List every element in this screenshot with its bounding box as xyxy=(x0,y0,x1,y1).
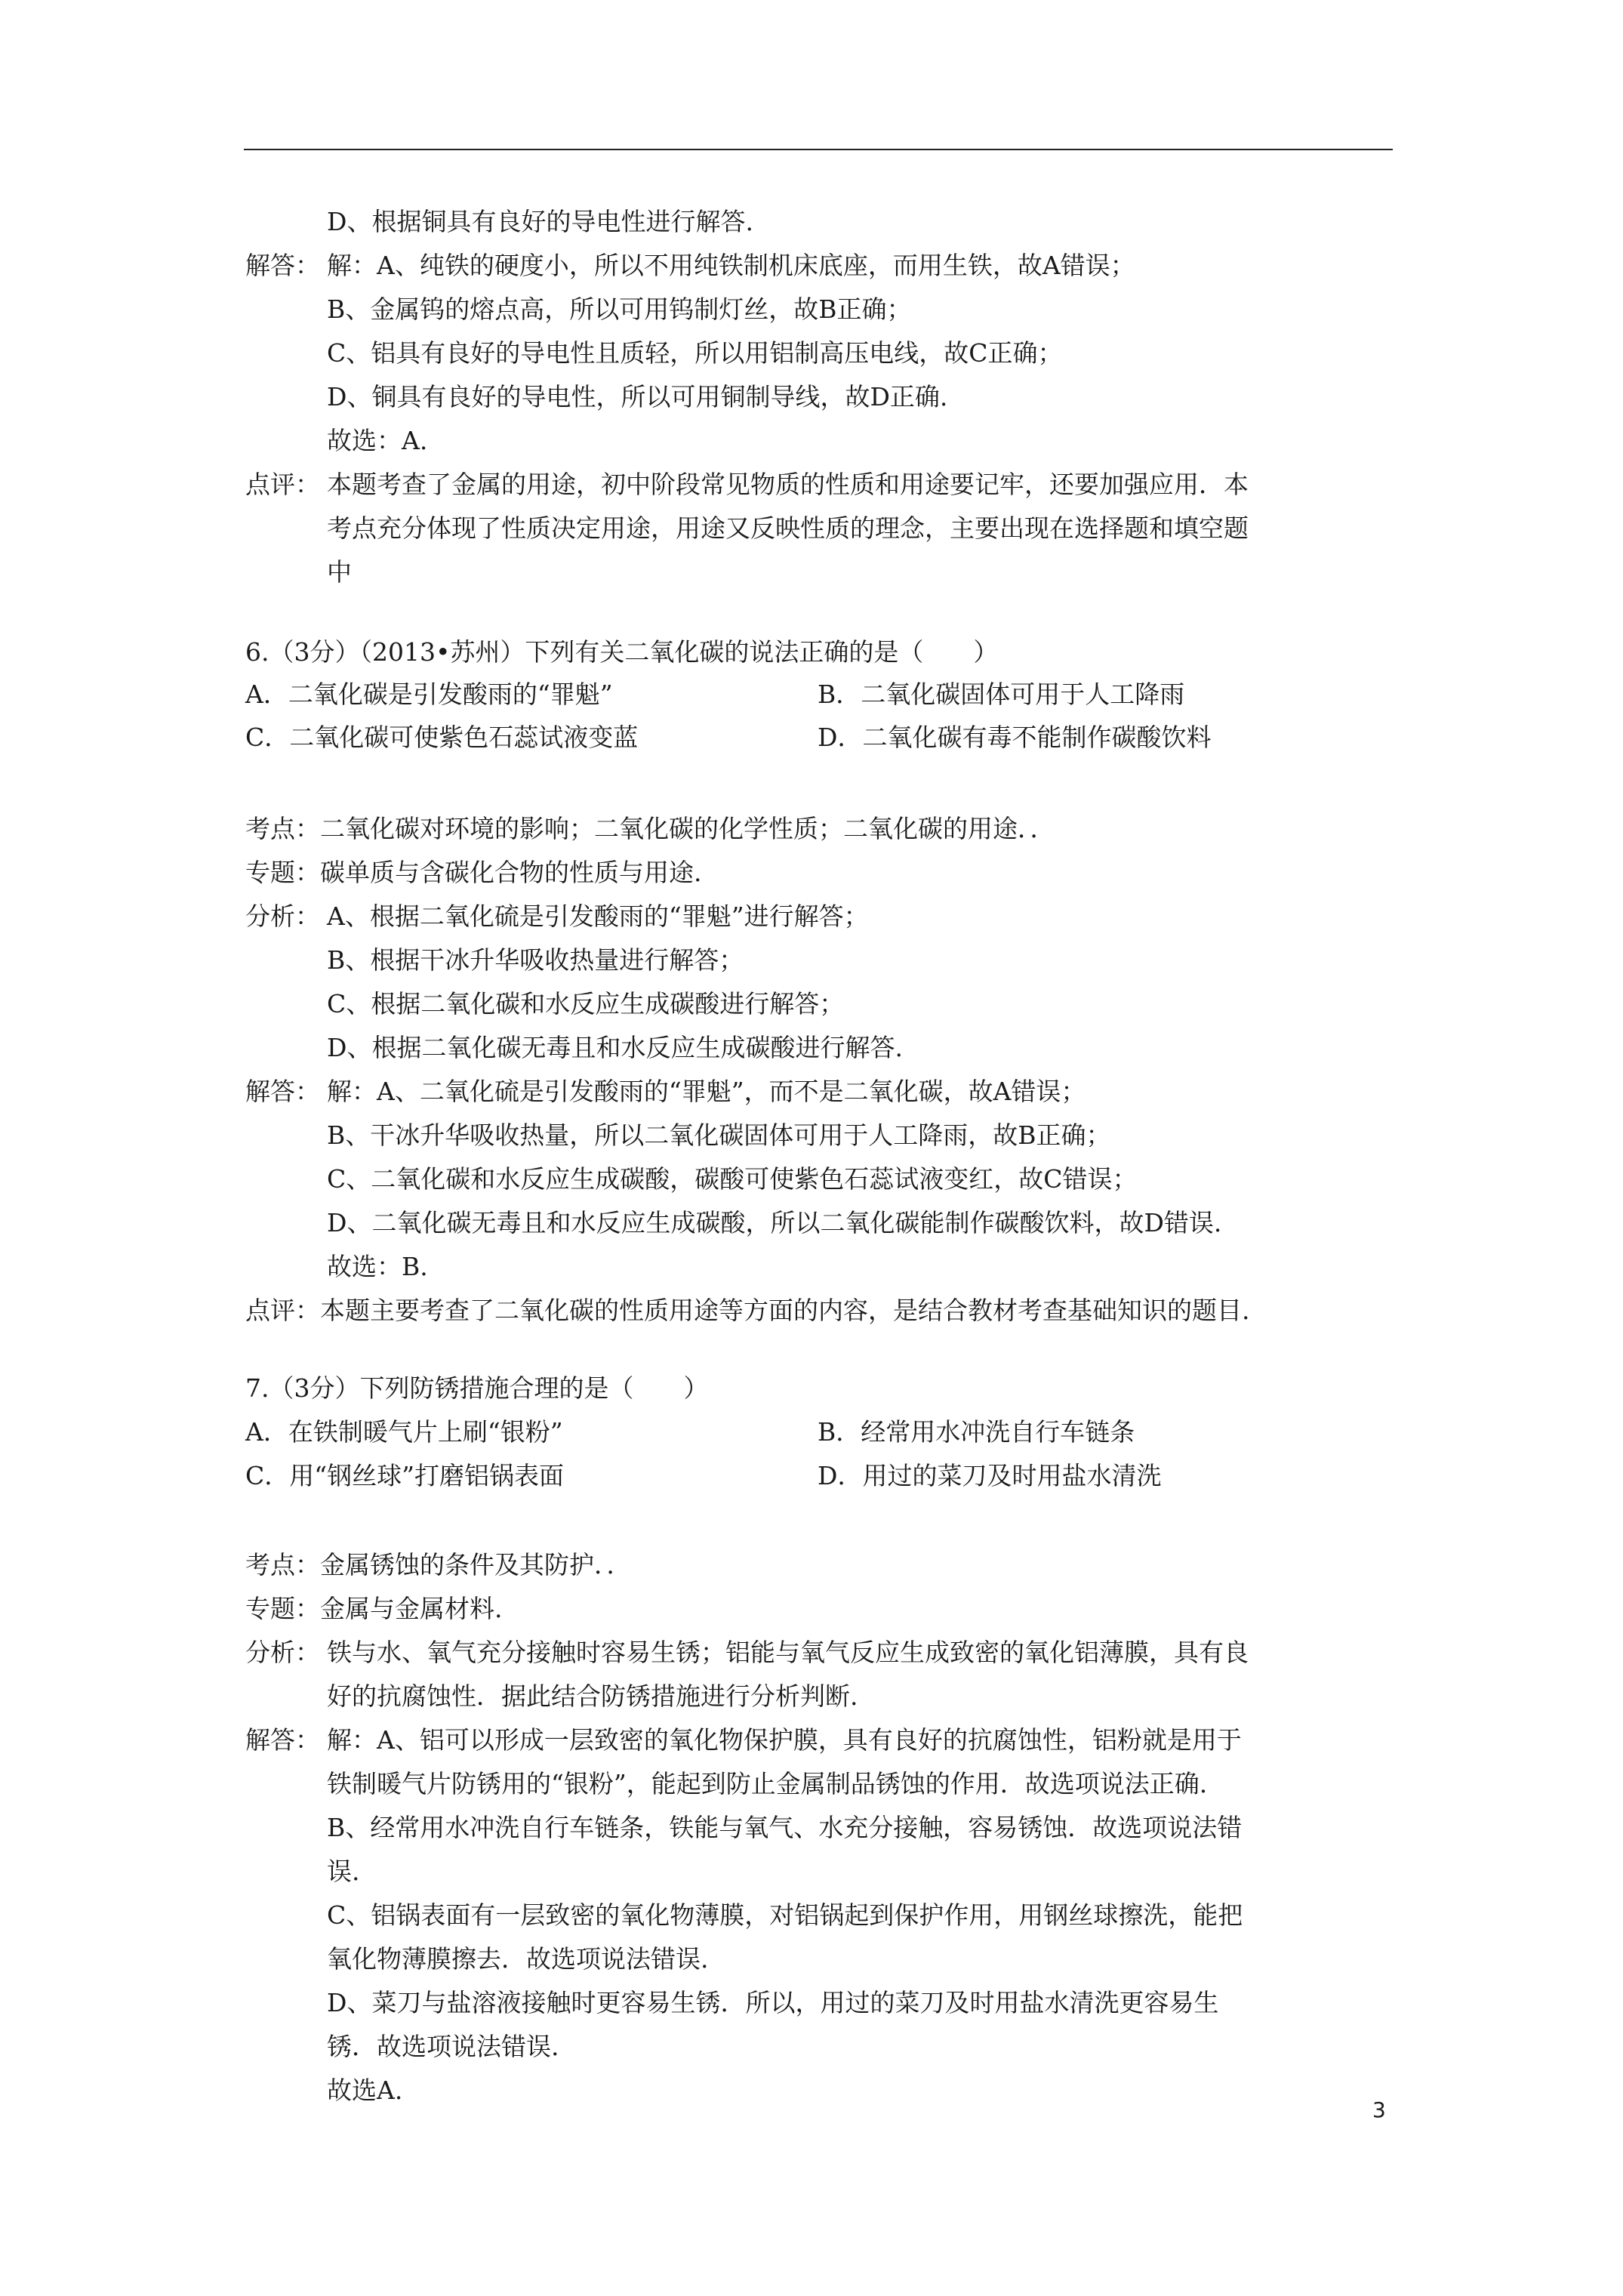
q6-answer-line: B、干冰升华吸收热量，所以二氧化碳固体可用于人工降雨，故B正确； xyxy=(327,1120,1111,1150)
q6-answer-line: D、二氧化碳无毒且和水反应生成碳酸，所以二氧化碳能制作碳酸饮料，故D错误. xyxy=(327,1208,1222,1237)
q6-option-c: C．二氧化碳可使紫色石蕊试液变蓝 xyxy=(245,723,639,752)
q7-option-b: B．经常用水冲洗自行车链条 xyxy=(818,1417,1135,1447)
q6-analysis-line: C、根据二氧化碳和水反应生成碳酸进行解答； xyxy=(327,989,845,1019)
q5-answer-line: 故选：A. xyxy=(327,426,428,455)
q5-answer-line: 解：A、纯铁的硬度小，所以不用纯铁制机床底座，而用生铁，故A错误； xyxy=(327,251,1135,280)
q7-answer-line: 误. xyxy=(327,1857,360,1886)
q7-answer-line: 氧化物薄膜擦去．故选项说法错误. xyxy=(327,1944,709,1974)
q6-comment: 点评：本题主要考查了二氧化碳的性质用途等方面的内容，是结合教材考查基础知识的题目. xyxy=(245,1296,1250,1325)
q7-option-a: A．在铁制暖气片上刷“银粉” xyxy=(245,1417,563,1447)
q7-answer-line: C、铝锅表面有一层致密的氧化物薄膜，对铝锅起到保护作用，用钢丝球擦洗，能把 xyxy=(327,1900,1243,1930)
q5-analysis-d: D、根据铜具有良好的导电性进行解答. xyxy=(327,207,753,236)
q7-analysis-line: 好的抗腐蚀性．据此结合防锈措施进行分析判断. xyxy=(327,1681,858,1711)
q6-zhuanti: 专题：碳单质与含碳化合物的性质与用途. xyxy=(245,858,702,887)
q7-analysis-line: 铁与水、氧气充分接触时容易生锈；铝能与氧气反应生成致密的氧化铝薄膜，具有良 xyxy=(327,1638,1249,1667)
q7-answer-line: D、菜刀与盐溶液接触时更容易生锈．所以，用过的菜刀及时用盐水清洗更容易生 xyxy=(327,1988,1219,2017)
q5-answer-line: C、铝具有良好的导电性且质轻，所以用铝制高压电线，故C正确； xyxy=(327,338,1063,368)
q5-answer-line: B、金属钨的熔点高，所以可用钨制灯丝，故B正确； xyxy=(327,294,912,324)
q5-answer-line: D、铜具有良好的导电性，所以可用铜制导线，故D正确. xyxy=(327,382,948,411)
q6-answer-line: C、二氧化碳和水反应生成碳酸，碳酸可使紫色石蕊试液变红，故C错误； xyxy=(327,1164,1138,1194)
q6-stem: 6.（3分）（2013•苏州）下列有关二氧化碳的说法正确的是（ ） xyxy=(245,637,999,667)
q7-stem: 7.（3分）下列防锈措施合理的是（ ） xyxy=(245,1373,709,1403)
q6-answer-label: 解答： xyxy=(245,1077,320,1106)
q5-comment-line: 本题考查了金属的用途，初中阶段常见物质的性质和用途要记牢，还要加强应用．本 xyxy=(327,470,1249,499)
q7-answer-line: 故选A. xyxy=(327,2076,403,2105)
q7-answer-line: 解：A、铝可以形成一层致密的氧化物保护膜，具有良好的抗腐蚀性，铝粉就是用于 xyxy=(327,1725,1242,1755)
q6-analysis-line: B、根据干冰升华吸收热量进行解答； xyxy=(327,945,744,975)
q5-comment-label: 点评： xyxy=(245,470,320,499)
q6-option-b: B．二氧化碳固体可用于人工降雨 xyxy=(818,680,1185,709)
q7-zhuanti: 专题：金属与金属材料. xyxy=(245,1594,503,1623)
q5-answer-label: 解答： xyxy=(245,251,320,280)
q6-analysis-label: 分析： xyxy=(245,901,320,931)
q7-answer-line: 锈．故选项说法错误. xyxy=(327,2032,559,2061)
q6-kaodian: 考点：二氧化碳对环境的影响；二氧化碳的化学性质；二氧化碳的用途．． xyxy=(245,814,1055,843)
q6-option-d: D．二氧化碳有毒不能制作碳酸饮料 xyxy=(818,723,1212,752)
q6-answer-line: 解：A、二氧化硫是引发酸雨的“罪魁”，而不是二氧化碳，故A错误； xyxy=(327,1077,1086,1106)
q5-comment-line: 考点充分体现了性质决定用途，用途又反映性质的理念，主要出现在选择题和填空题 xyxy=(327,513,1249,543)
q7-answer-label: 解答： xyxy=(245,1725,320,1755)
q7-option-d: D．用过的菜刀及时用盐水清洗 xyxy=(818,1461,1162,1490)
q7-kaodian: 考点：金属锈蚀的条件及其防护．． xyxy=(245,1550,632,1579)
q7-analysis-label: 分析： xyxy=(245,1638,320,1667)
q7-option-c: C．用“钢丝球”打磨铝锅表面 xyxy=(245,1461,564,1490)
q7-answer-line: 铁制暖气片防锈用的“银粉”，能起到防止金属制品锈蚀的作用．故选项说法正确. xyxy=(327,1769,1208,1798)
q6-option-a: A．二氧化碳是引发酸雨的“罪魁” xyxy=(245,680,613,709)
header-rule xyxy=(244,149,1393,150)
q7-answer-line: B、经常用水冲洗自行车链条，铁能与氧气、水充分接触，容易锈蚀．故选项说法错 xyxy=(327,1813,1243,1842)
q5-comment-line: 中 xyxy=(327,557,352,587)
q6-analysis-line: D、根据二氧化碳无毒且和水反应生成碳酸进行解答. xyxy=(327,1033,903,1062)
q6-analysis-line: A、根据二氧化硫是引发酸雨的“罪魁”进行解答； xyxy=(327,901,869,931)
page-number: 3 xyxy=(1372,2097,1386,2122)
q6-answer-line: 故选：B. xyxy=(327,1252,428,1281)
